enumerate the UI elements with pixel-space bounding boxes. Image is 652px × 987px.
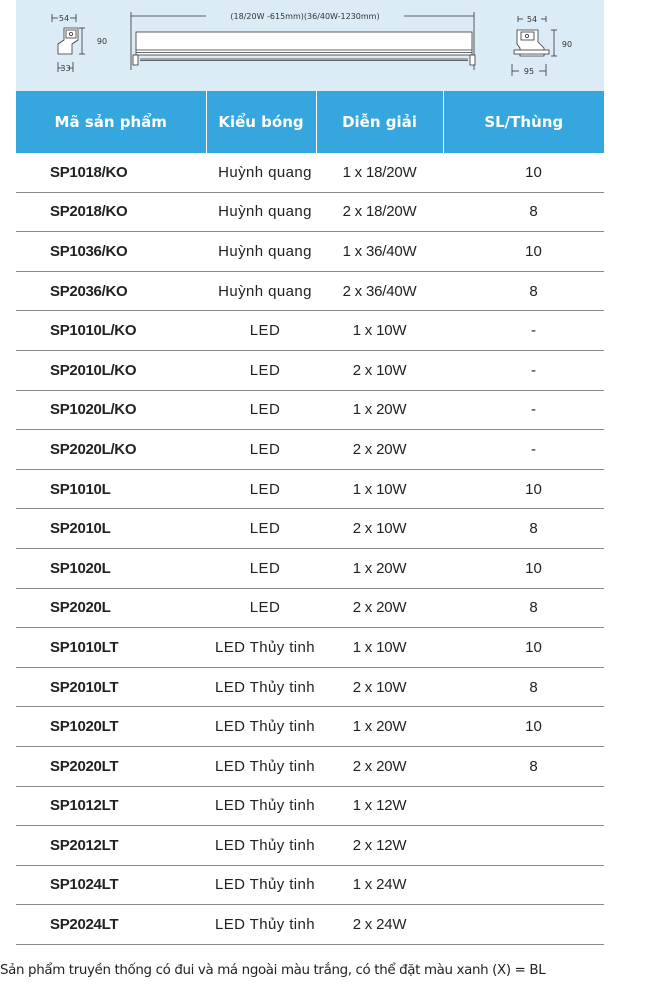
- qty-per-box: 10: [443, 232, 604, 272]
- table-row: [16, 905, 604, 945]
- description: 2 x 10W: [316, 350, 443, 390]
- qty-per-box: -: [443, 350, 604, 390]
- lamp-type: LED: [206, 588, 316, 628]
- qty-per-box: -: [443, 430, 604, 470]
- qty-per-box: 10: [443, 628, 604, 668]
- lamp-type: Huỳnh quang: [206, 232, 316, 272]
- fixture-dimension-diagram: [16, 0, 604, 91]
- table-row: [16, 865, 604, 905]
- description: 1 x 20W: [316, 548, 443, 588]
- lamp-type: LED: [206, 548, 316, 588]
- table-row: [16, 232, 604, 272]
- end-width-left-label: 54: [58, 14, 70, 23]
- product-code: SP1018/KO: [16, 153, 206, 192]
- qty-per-box: 8: [443, 192, 604, 232]
- description: 2 x 20W: [316, 430, 443, 470]
- description: 1 x 20W: [316, 390, 443, 430]
- qty-per-box: 8: [443, 746, 604, 786]
- length-label: (18/20W -615mm)(36/40W-1230mm): [230, 12, 380, 21]
- product-code: SP1010LT: [16, 628, 206, 668]
- table-row: [16, 192, 604, 232]
- description: 1 x 20W: [316, 707, 443, 747]
- table-row: [16, 548, 604, 588]
- table-row: [16, 469, 604, 509]
- description: 1 x 12W: [316, 786, 443, 826]
- lamp-type: LED Thủy tinh: [206, 905, 316, 945]
- lamp-type: LED Thủy tinh: [206, 865, 316, 905]
- description: 1 x 10W: [316, 469, 443, 509]
- end-height-left-label: 90: [96, 37, 108, 46]
- qty-per-box: 10: [443, 153, 604, 192]
- product-code: SP2020LT: [16, 746, 206, 786]
- product-code: SP2012LT: [16, 826, 206, 866]
- product-code: SP2010LT: [16, 667, 206, 707]
- qty-per-box: -: [443, 390, 604, 430]
- description: 1 x 18/20W: [316, 153, 443, 192]
- table-row: [16, 588, 604, 628]
- table-row: [16, 826, 604, 866]
- product-code: SP2010L: [16, 509, 206, 549]
- description: 2 x 20W: [316, 746, 443, 786]
- product-code: SP1010L: [16, 469, 206, 509]
- qty-per-box: 8: [443, 588, 604, 628]
- lamp-type: LED Thủy tinh: [206, 707, 316, 747]
- table-row: [16, 509, 604, 549]
- qty-per-box: -: [443, 311, 604, 351]
- table-row: [16, 628, 604, 668]
- product-code: SP1024LT: [16, 865, 206, 905]
- lamp-type: LED: [206, 390, 316, 430]
- table-row: [16, 311, 604, 351]
- description: 2 x 20W: [316, 588, 443, 628]
- qty-per-box: 8: [443, 271, 604, 311]
- table-row: [16, 430, 604, 470]
- bracket-width-right-label: 95: [523, 67, 535, 76]
- header-qty-per-box: SL/Thùng: [443, 91, 604, 153]
- product-code: SP1020L/KO: [16, 390, 206, 430]
- table-row: [16, 153, 604, 192]
- lamp-type: LED Thủy tinh: [206, 786, 316, 826]
- lamp-type: LED Thủy tinh: [206, 628, 316, 668]
- header-description: Diễn giải: [316, 91, 443, 153]
- description: 2 x 18/20W: [316, 192, 443, 232]
- product-code: SP2020L: [16, 588, 206, 628]
- lamp-type: LED: [206, 430, 316, 470]
- qty-per-box: [443, 865, 604, 905]
- qty-per-box: 10: [443, 548, 604, 588]
- product-code: SP1020LT: [16, 707, 206, 747]
- lamp-type: LED Thủy tinh: [206, 826, 316, 866]
- description: 1 x 36/40W: [316, 232, 443, 272]
- lamp-type: LED Thủy tinh: [206, 746, 316, 786]
- qty-per-box: [443, 826, 604, 866]
- product-code: SP1010L/KO: [16, 311, 206, 351]
- description: 1 x 10W: [316, 628, 443, 668]
- description: 2 x 24W: [316, 905, 443, 945]
- end-depth-left-label: 33: [60, 64, 71, 73]
- product-code: SP2018/KO: [16, 192, 206, 232]
- table-row: [16, 786, 604, 826]
- description: 1 x 10W: [316, 311, 443, 351]
- header-lamp-type: Kiểu bóng: [206, 91, 316, 153]
- product-code: SP2010L/KO: [16, 350, 206, 390]
- lamp-type: LED: [206, 350, 316, 390]
- qty-per-box: 8: [443, 667, 604, 707]
- qty-per-box: 8: [443, 509, 604, 549]
- product-code: SP1036/KO: [16, 232, 206, 272]
- product-code: SP2036/KO: [16, 271, 206, 311]
- description: 2 x 10W: [316, 667, 443, 707]
- description: 2 x 10W: [316, 509, 443, 549]
- description: 1 x 24W: [316, 865, 443, 905]
- product-code: SP1020L: [16, 548, 206, 588]
- product-table: [16, 91, 604, 945]
- header-product-code: Mã sản phẩm: [16, 91, 206, 153]
- end-width-right-label: 54: [526, 15, 538, 24]
- qty-per-box: 10: [443, 707, 604, 747]
- dimension-drawing: [16, 0, 604, 91]
- lamp-type: Huỳnh quang: [206, 153, 316, 192]
- product-code: SP2020L/KO: [16, 430, 206, 470]
- qty-per-box: [443, 786, 604, 826]
- table-header-row: [16, 91, 604, 153]
- lamp-type: LED: [206, 311, 316, 351]
- lamp-type: Huỳnh quang: [206, 271, 316, 311]
- product-code: SP1012LT: [16, 786, 206, 826]
- table-row: [16, 707, 604, 747]
- product-code: SP2024LT: [16, 905, 206, 945]
- description: 2 x 36/40W: [316, 271, 443, 311]
- table-row: [16, 390, 604, 430]
- table-row: [16, 271, 604, 311]
- lamp-type: LED Thủy tinh: [206, 667, 316, 707]
- lamp-type: LED: [206, 469, 316, 509]
- qty-per-box: 10: [443, 469, 604, 509]
- table-row: [16, 350, 604, 390]
- table-row: [16, 746, 604, 786]
- footnote: Sản phẩm truyền thống có đui và má ngoài màu trắng, có thể đặt màu xanh (X) = BL: [0, 963, 546, 978]
- table-row: [16, 667, 604, 707]
- description: 2 x 12W: [316, 826, 443, 866]
- lamp-type: LED: [206, 509, 316, 549]
- qty-per-box: [443, 905, 604, 945]
- lamp-type: Huỳnh quang: [206, 192, 316, 232]
- end-height-right-label: 90: [561, 40, 573, 49]
